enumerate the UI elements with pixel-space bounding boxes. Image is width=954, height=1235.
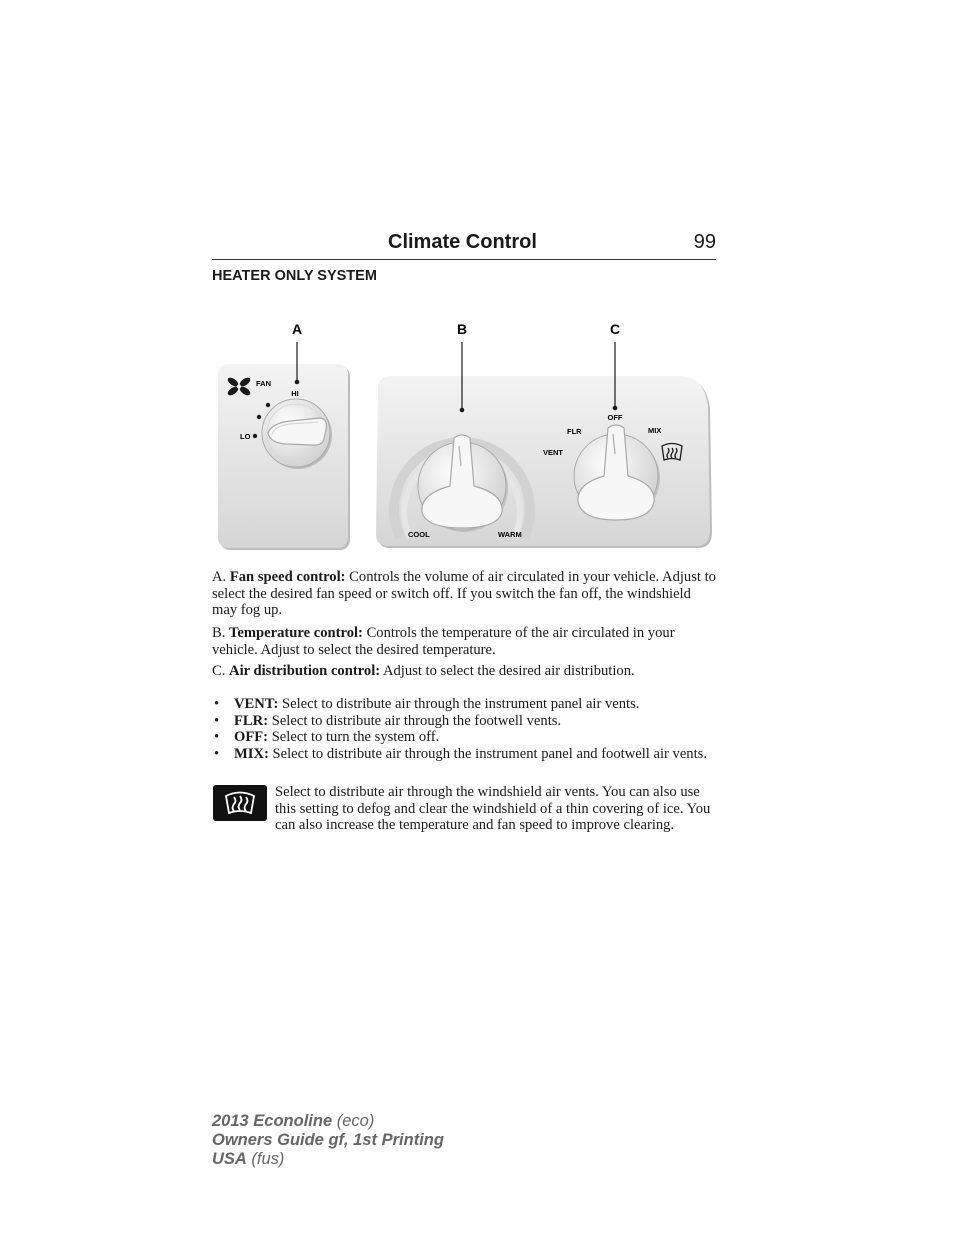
bullet-term: FLR: <box>234 712 269 729</box>
bullet-text: Select to distribute air through the instrument panel and footwell air vents. <box>268 745 707 762</box>
bullet-text: Select to distribute air through the instrument panel air vents. <box>278 696 640 712</box>
item-c-paragraph <box>212 663 716 680</box>
climate-control-figure <box>212 316 716 556</box>
footer-guide: Owners Guide gf, 1st Printing <box>212 1131 444 1149</box>
footer-model: 2013 Econoline <box>212 1112 333 1130</box>
list-item <box>212 713 716 730</box>
defrost-paragraph <box>212 784 716 834</box>
bullet-term: VENT: <box>234 696 279 712</box>
item-b-term: Temperature control: <box>229 625 363 641</box>
item-b-prefix: B. <box>212 625 230 641</box>
hi-label: HI <box>291 389 299 398</box>
item-c-term: Air distribution control: <box>229 663 381 679</box>
flr-label: FLR <box>567 427 582 436</box>
item-b-text: Controls the temperature of the air circulated in your vehicle. Adjust to select the desired temperature. <box>212 625 675 658</box>
temperature-distribution-panel <box>376 342 712 548</box>
list-item <box>212 729 716 746</box>
vent-label: VENT <box>543 448 564 457</box>
cool-label: COOL <box>408 530 430 539</box>
icon-spacer <box>212 784 275 832</box>
footer-market-code: (fus) <box>246 1150 285 1168</box>
mix-label: MIX <box>648 426 662 435</box>
warm-label: WARM <box>498 530 522 539</box>
bullet-text: Select to turn the system off. <box>268 729 440 746</box>
page-number: 99 <box>693 231 716 253</box>
page-footer <box>212 1112 444 1169</box>
bullet-dot: • <box>214 712 220 729</box>
bullet-dot: • <box>214 729 220 746</box>
item-a-text: Controls the volume of air circulated in your vehicle. Adjust to select the desired fan speed or switch off. If you switch the fan off, the windshield may fog up. <box>212 569 716 619</box>
callout-b: B <box>456 321 468 337</box>
item-c-text: Adjust to select the desired air distribution. <box>380 663 635 679</box>
item-a-prefix: A. <box>212 569 230 585</box>
list-item <box>212 746 716 763</box>
list-item <box>212 696 716 713</box>
section-heading: HEATER ONLY SYSTEM <box>212 268 377 284</box>
footer-market: USA <box>212 1150 247 1168</box>
lo-label: LO <box>240 432 251 441</box>
footer-line-1 <box>212 1112 444 1131</box>
bullet-dot: • <box>214 745 220 762</box>
item-a-term: Fan speed control: <box>229 569 346 585</box>
item-c-prefix: C. <box>212 663 230 679</box>
bullet-text: Select to distribute air through the footwell vents. <box>268 712 562 729</box>
page-header <box>212 230 716 260</box>
off-label: OFF <box>607 413 623 422</box>
footer-model-code: (eco) <box>332 1112 375 1130</box>
footer-line-2 <box>212 1131 444 1150</box>
defrost-text: Select to distribute air through the windshield air vents. You can also use this setting to defog and clear the windshield of a thin covering of ice. You can also increase the temperature and fan speed to improve clearing. <box>275 784 711 834</box>
fan-panel <box>218 342 350 550</box>
callout-a: A <box>291 321 303 337</box>
footer-line-3 <box>212 1150 444 1169</box>
item-a-paragraph <box>212 569 716 619</box>
bullet-dot: • <box>214 696 220 712</box>
callout-c: C <box>609 321 621 337</box>
bullet-term: MIX: <box>234 745 269 762</box>
item-b-paragraph <box>212 625 716 658</box>
distribution-bullet-list <box>212 696 716 762</box>
fan-label: FAN <box>256 379 271 388</box>
page-title: Climate Control <box>388 231 537 253</box>
bullet-term: OFF: <box>234 729 269 746</box>
